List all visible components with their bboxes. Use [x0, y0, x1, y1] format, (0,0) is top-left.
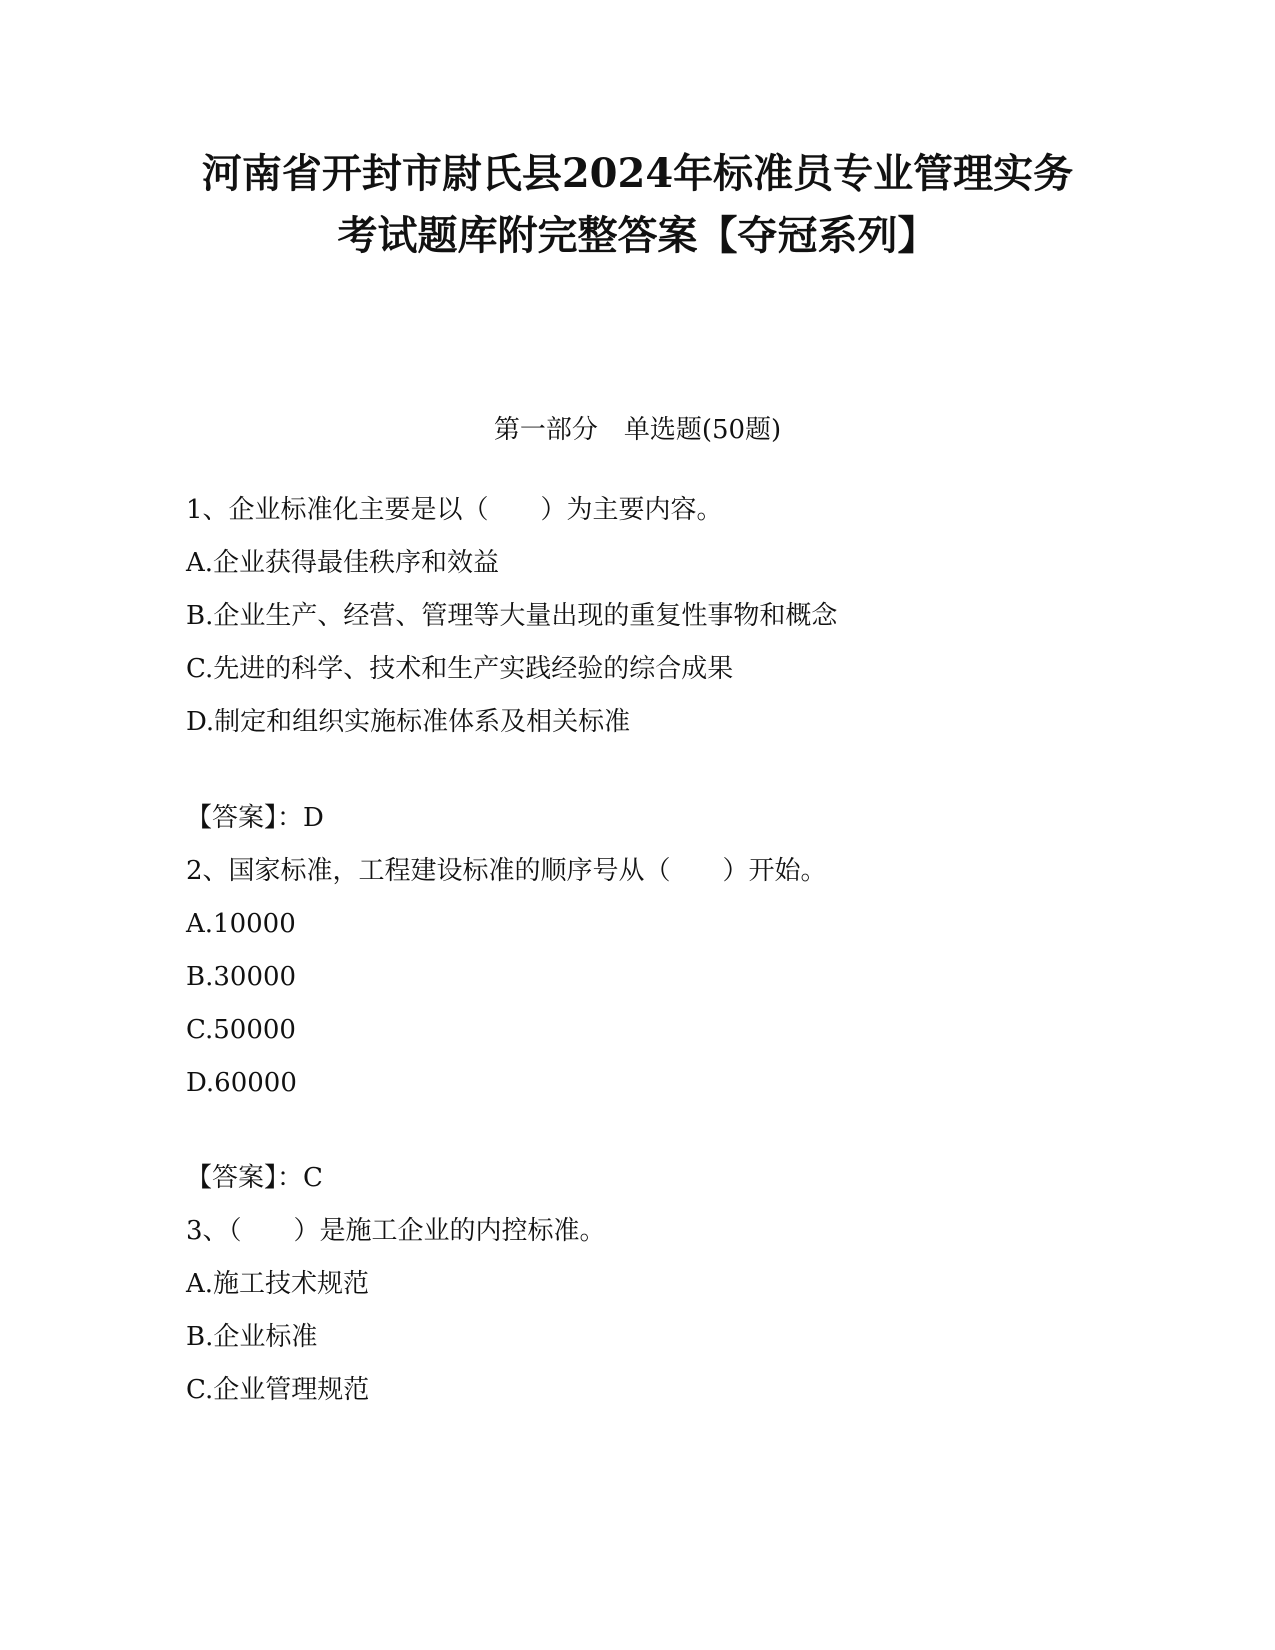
question-2-option-b: B.30000: [186, 962, 297, 992]
document-title: [0, 143, 1275, 267]
question-2-option-c: C.50000: [186, 1015, 296, 1045]
section-heading: 第一部分 单选题(50题): [493, 415, 782, 445]
question-1-answer: 【答案】：D: [186, 803, 324, 833]
question-2-answer: 【答案】：C: [186, 1163, 323, 1193]
question-3-option-c: C.企业管理规范: [186, 1375, 370, 1405]
question-2-option-a: A.10000: [186, 909, 296, 939]
question-3-option-a: A.施工技术规范: [186, 1269, 370, 1299]
document-title-line-2: 考试题库附完整答案【夺冠系列】: [337, 212, 938, 259]
question-3-option-b: B.企业标准: [186, 1322, 318, 1352]
question-1-option-d: D.制定和组织实施标准体系及相关标准: [186, 707, 631, 737]
question-2-stem: 2、国家标准，工程建设标准的顺序号从（ ）开始。: [186, 856, 827, 886]
question-3-stem: 3、（ ）是施工企业的内控标准。: [186, 1216, 606, 1246]
question-2-option-d: D.60000: [186, 1068, 297, 1098]
question-1-stem: 1、企业标准化主要是以（ ）为主要内容。: [186, 495, 723, 525]
question-1-option-c: C.先进的科学、技术和生产实践经验的综合成果: [186, 654, 734, 684]
document-title-line-1: 河南省开封市尉氏县2024年标准员专业管理实务: [201, 150, 1074, 197]
question-1-option-a: A.企业获得最佳秩序和效益: [186, 548, 500, 578]
question-1-option-b: B.企业生产、经营、管理等大量出现的重复性事物和概念: [186, 601, 838, 631]
